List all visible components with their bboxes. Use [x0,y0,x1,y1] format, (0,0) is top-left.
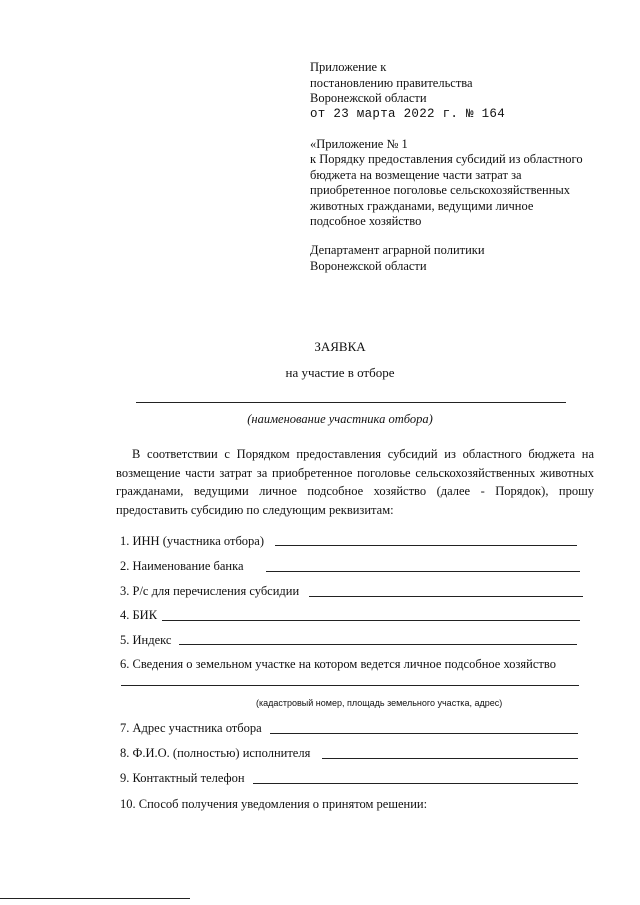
field-bank-line[interactable] [266,571,580,572]
header-line-1: Приложение к [310,60,387,74]
field-executor-label: 8. Ф.И.О. (полностью) исполнителя [120,746,311,760]
field-executor-line[interactable] [322,758,578,759]
field-account-label: 3. Р/с для перечисления субсидии [120,584,300,598]
field-account-line[interactable] [309,596,583,597]
appendix-line-5: животных гражданами, ведущими личное [310,199,534,213]
document-title: ЗАЯВКА [314,339,366,354]
field-address-line[interactable] [270,733,578,734]
field-phone-line[interactable] [253,783,578,784]
department-line-1: Департамент аграрной политики [310,243,485,257]
field-bank [120,559,244,575]
footnote-separator [0,898,190,899]
appendix-line-6: подсобное хозяйство [310,214,422,228]
field-land-plot-caption: (кадастровый номер, площадь земельного участка, адрес) [256,698,503,708]
intro-paragraph-text: В соответствии с Порядком предоставления субсидий из областного бюджета на возмещение части затрат за приобретенное поголовье сельскохозяйственных животных гражданами, ведущими личное подсобное хозяйство (далее - Порядок), прошу предоставить субсидию по следующим реквизитам: [116,447,594,517]
participant-name-line [136,402,566,403]
field-phone [120,771,245,787]
field-land-plot-line[interactable] [121,685,579,686]
field-account [120,584,299,600]
header-line-2: постановлению правительства [310,76,473,90]
field-notification-method [120,797,427,813]
department-line-2: Воронежской области [310,259,427,273]
field-bank-label: 2. Наименование банка [120,559,244,573]
header-date-number: от 23 марта 2022 г. № 164 [310,107,506,121]
field-phone-label: 9. Контактный телефон [120,771,245,785]
field-address-label: 7. Адрес участника отбора [120,721,262,735]
appendix-line-1: «Приложение № 1 [310,137,408,151]
field-land-plot [120,657,556,673]
participant-name-caption: (наименование участника отбора) [247,412,433,426]
field-index-label: 5. Индекс [120,633,172,647]
header-line-3: Воронежской области [310,91,427,105]
field-land-plot-label: 6. Сведения о земельном участке на котором ведется личное подсобное хозяйство [120,657,556,671]
field-bik-line[interactable] [162,620,580,621]
field-bik-label: 4. БИК [120,608,158,622]
appendix-line-3: бюджета на возмещение части затрат за [310,168,522,182]
field-executor [120,746,310,762]
intro-paragraph [116,445,594,519]
document-subtitle: на участие в отборе [285,365,395,380]
field-index [120,633,171,649]
field-address [120,721,262,737]
field-index-line[interactable] [179,644,577,645]
field-inn-label: 1. ИНН (участника отбора) [120,534,265,548]
field-notification-method-label: 10. Способ получения уведомления о принятом решении: [120,797,428,811]
appendix-line-4: приобретенное поголовье сельскохозяйственных [310,183,571,197]
appendix-line-2: к Порядку предоставления субсидий из областного [310,152,583,166]
field-bik [120,608,157,624]
field-inn [120,534,264,550]
field-inn-line[interactable] [275,545,577,546]
